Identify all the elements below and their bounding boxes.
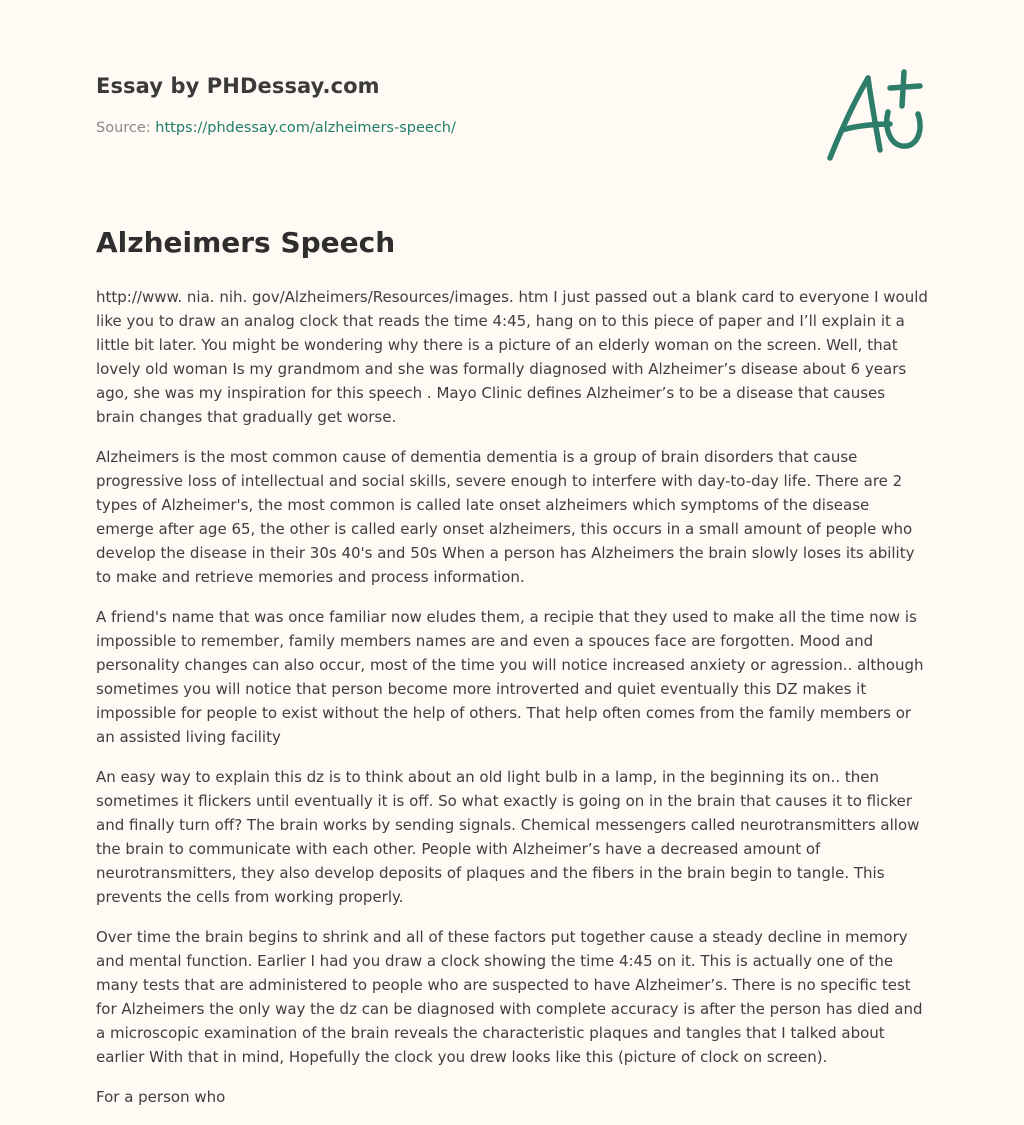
essay-title: Alzheimers Speech (96, 226, 396, 259)
essay-paragraph: Over time the brain begins to shrink and all of these factors put together cause a steady decline in memory and mental function. Earlier I had you draw a clock showing the time 4:45 on it. This is actually one of the many tests that are administered to people who are suspected to have Alzheimer’s. There is no specific test for Alzheimers the only way the dz can be diagnosed with complete accuracy is after the person has died and a microscopic examination of the brain reveals the characteristic plaques and tangles that I talked about earlier With that in mind, Hopefully the clock you drew looks like this (picture of clock on screen). (96, 928, 923, 1066)
page-header (96, 74, 456, 136)
essay-paragraph: http://www. nia. nih. gov/Alzheimers/Resources/images. htm I just passed out a blank card to everyone I would like you to draw an analog clock that reads the time 4:45, hang on to this piece of paper and I’ll explain it a little bit later. You might be wondering why there is a picture of an elderly woman on the screen. Well, that lovely old woman Is my grandmom and she was formally diagnosed with Alzheimer’s disease about 6 years ago, she was my inspiration for this speech . Mayo Clinic defines Alzheimer’s to be a disease that causes brain changes that gradually get worse. (96, 288, 928, 426)
essay-paragraph: A friend's name that was once familiar now eludes them, a recipie that they used to make all the time now is impossible to remember, family members names are and even a spouces face are forgotten. Mood and personality changes can also occur, most of the time you will notice increased anxiety or agression.. although sometimes you will notice that person become more introverted and quiet eventually this DZ makes it impossible for people to exist without the help of others. That help often comes from the family members or an assisted living facility (96, 608, 924, 746)
site-title: Essay by PHDessay.com (96, 74, 380, 98)
source-link[interactable]: https://phdessay.com/alzheimers-speech/ (155, 120, 456, 136)
essay-paragraph: An easy way to explain this dz is to think about an old light bulb in a lamp, in the beginning its on.. then sometimes it flickers until eventually it is off. So what exactly is going on in the brain that causes it to flicker and finally turn off? The brain works by sending signals. Chemical messengers called neurotransmitters allow the brain to communicate with each other. People with Alzheimer’s have a decreased amount of neurotransmitters, they also develop deposits of plaques and the fibers in the brain begin to tangle. This prevents the cells from working properly. (96, 768, 920, 906)
essay-paragraph: For a person who (96, 1088, 226, 1106)
essay-paragraph: Alzheimers is the most common cause of dementia dementia is a group of brain disorders that cause progressive loss of intellectual and social skills, severe enough to interfere with day-to-day life. There are 2 types of Alzheimer's, the most common is called late onset alzheimers which symptoms of the disease emerge after age 65, the other is called early onset alzheimers, this occurs in a small amount of people who develop the disease in their 30s 40's and 50s When a person has Alzheimers the brain slowly loses its ability to make and retrieve memories and process information. (96, 448, 915, 586)
source-line (96, 120, 456, 136)
a-plus-logo-icon (820, 66, 930, 166)
source-label: Source: (96, 120, 151, 136)
essay-body (96, 285, 928, 1125)
